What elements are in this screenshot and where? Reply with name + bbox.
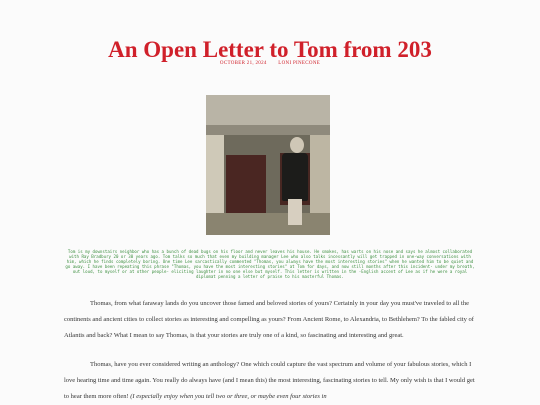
- article-photo: [206, 95, 330, 235]
- photo-floor: [206, 213, 330, 235]
- article-paragraph-2: [64, 357, 476, 405]
- article-paragraph-1: Thomas, from what faraway lands do you uncover those famed and beloved stories of yours? Certainly in your day you must've traveled to all the continents and ancient cities to collect stories as interesting and compelling as yours? From Ancient Rome, to Alexandria, to Bethlehem? To the fabled city of Atlantis and back? What I mean to say Thomas, is that your stories are truly one of a kind, so fascinating and interesting and great.: [64, 299, 474, 339]
- article-author[interactable]: LONI PINECONE: [278, 61, 321, 66]
- article-paragraph-2-aside: (I especially enjoy when you tell two or three, or maybe even four stories in: [130, 392, 327, 400]
- article-date[interactable]: OCTOBER 21, 2024: [219, 61, 267, 66]
- photo-door: [226, 155, 266, 215]
- photo-person-body: [282, 153, 308, 201]
- photo-person-head: [290, 137, 304, 153]
- photo-person-legs: [288, 199, 302, 225]
- photo-ceiling: [206, 95, 330, 125]
- article-paragraph-2-text: Thomas, have you ever considered writing an anthology? One which could capture the vast spectrum and volume of your fabulous stories, which I love hearing time and time again. You really do always have (and I mean this) the most interesting, fascinating stories to tell. My only wish is that I would get to hear them more often!: [64, 360, 475, 400]
- photo-caption: Tom is my downstairs neighbor who has a bunch of dead bugs on his floor and never leaves his house. He smokes, has warts on his nose and says he almost collaborated with Ray Bradbury 20 or 30 years ago. Tom talks so much that even my building manager Lee who also talks incessantly will get trapped in one-way conversations with him, which he finds completely boring. One time Lee sarcastically commented "Thomas, you always have the most interesting stories" when he wanted him to be quiet and go away. I have been repeating this phrase "Thomas, you have the most interesting stories" at Tom for days, and now still months after this incident- under my breath, out loud, to myself or at other people- eliciting laughter in no one else but myself. This letter is written in the -English accent of Lee as if he were a royal diplomat penning a letter of praise to his masterful Thomas.: [65, 249, 475, 280]
- article-meta: [0, 61, 540, 66]
- article-title: An Open Letter to Tom from 203: [108, 37, 432, 63]
- photo-ceiling-beam: [206, 125, 330, 135]
